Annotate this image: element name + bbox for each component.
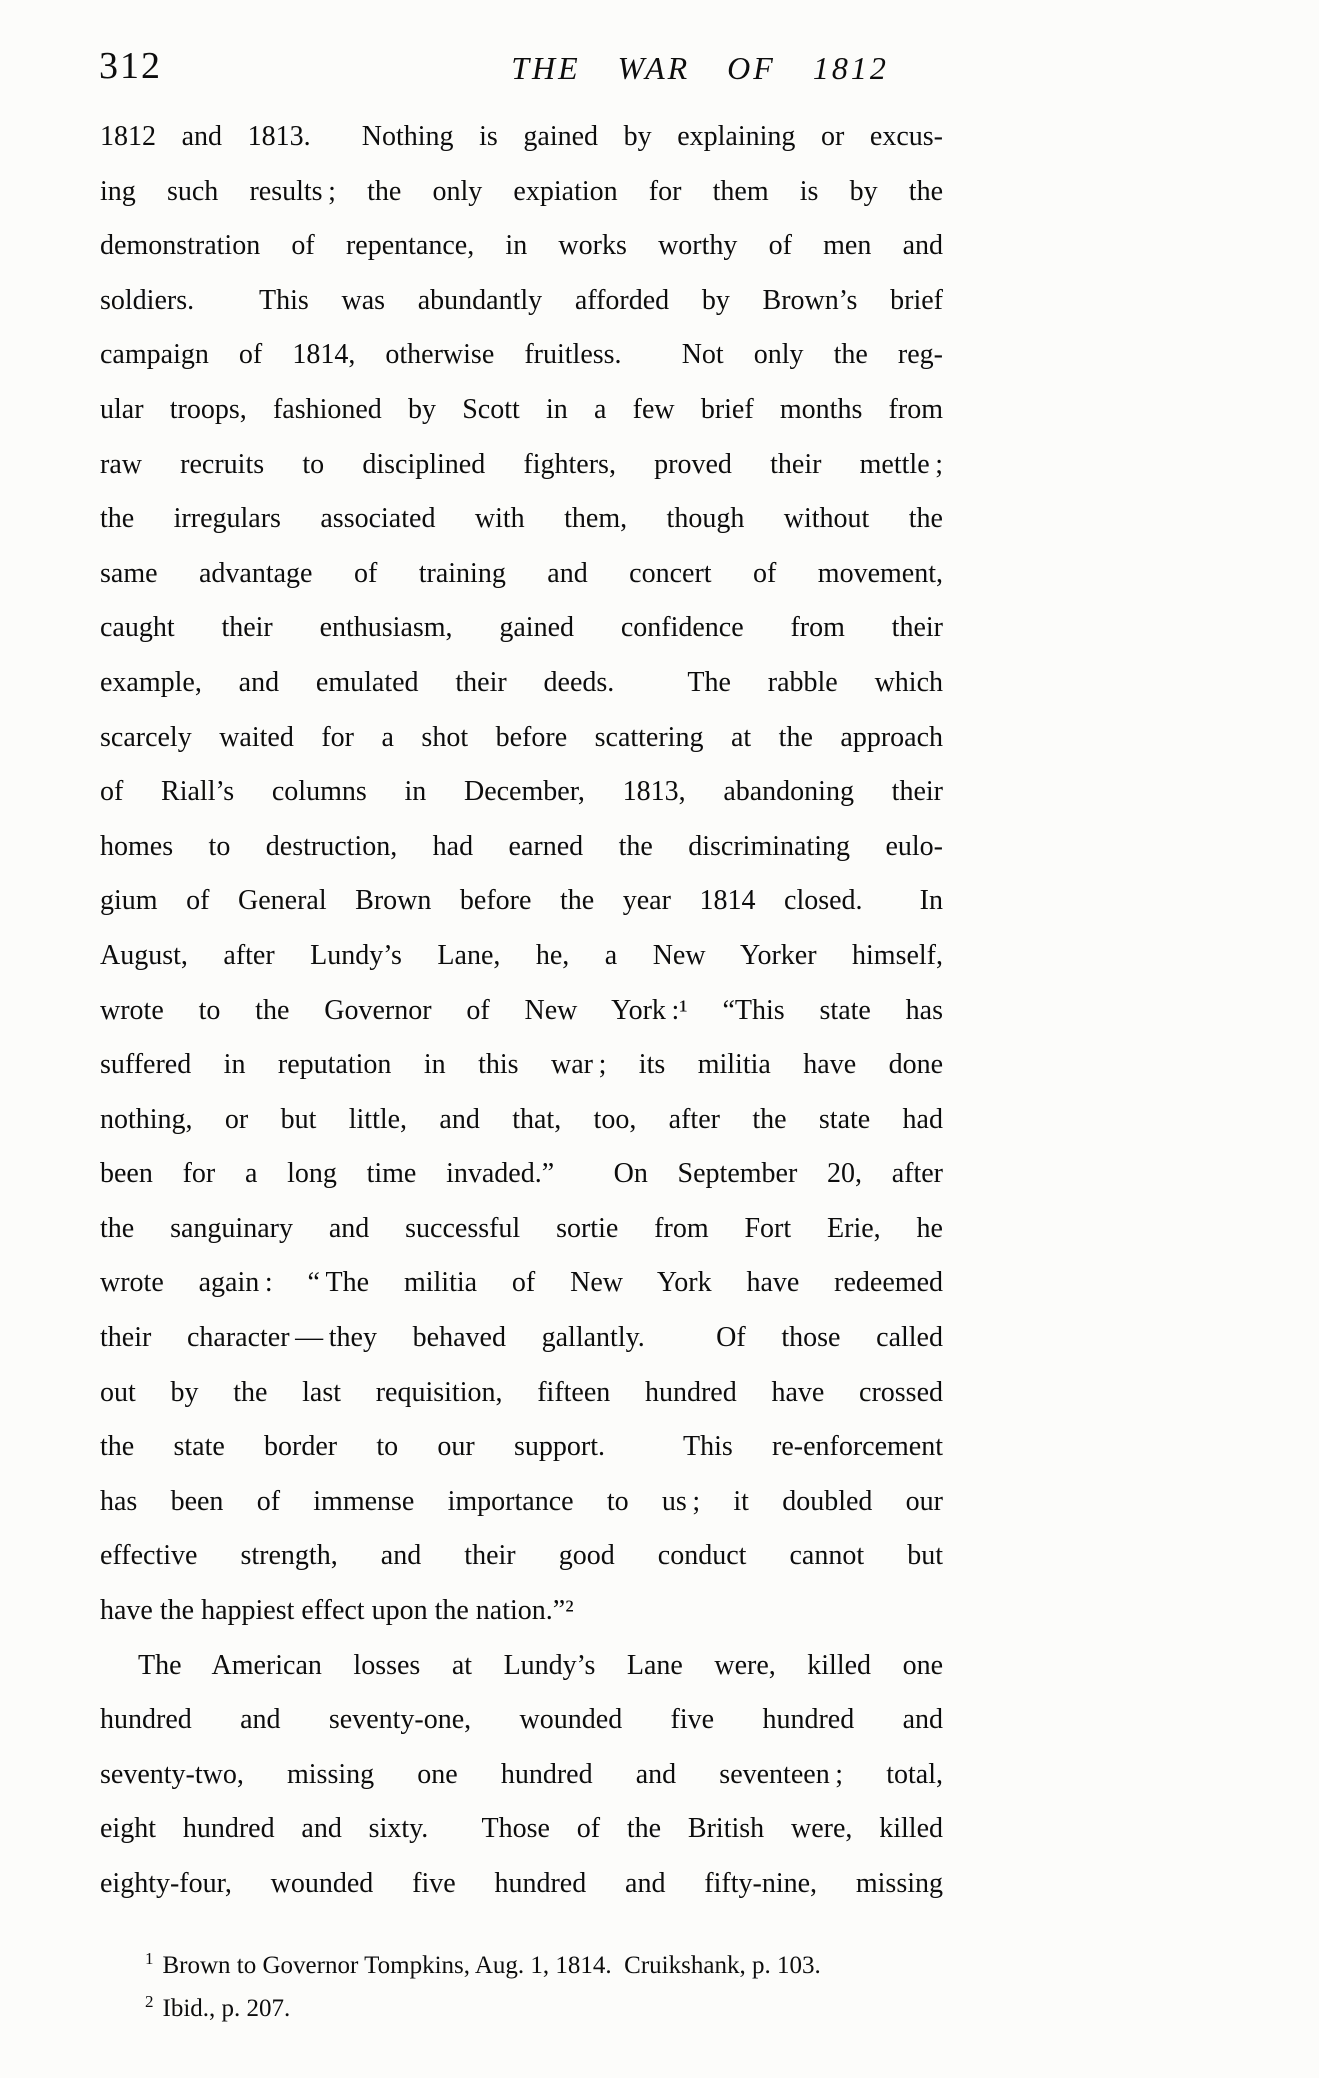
text-line: the irregulars associated with them, though without the bbox=[100, 503, 943, 535]
text-line: suffered in reputation in this war ; its militia have done bbox=[100, 1049, 943, 1081]
paragraph-2 bbox=[100, 1639, 943, 1912]
footnote-text: Ibid., p. 207. bbox=[162, 1995, 291, 2022]
text-line: August, after Lundy’s Lane, he, a New Yorker himself, bbox=[100, 939, 943, 971]
page-number: 312 bbox=[99, 45, 162, 87]
text-line: wrote again : “ The militia of New York have redeemed bbox=[100, 1267, 943, 1299]
footnotes bbox=[100, 1944, 943, 2030]
text-line: of Riall’s columns in December, 1813, abandoning their bbox=[100, 776, 943, 808]
text-line: eight hundred and sixty. Those of the British were, killed bbox=[100, 1813, 943, 1845]
text-line: the sanguinary and successful sortie from Fort Erie, he bbox=[100, 1212, 943, 1244]
text-line: have the happiest effect upon the nation.”² bbox=[100, 1595, 574, 1627]
footnote-text: Brown to Governor Tompkins, Aug. 1, 1814. Cruikshank, p. 103. bbox=[162, 1952, 821, 1979]
text-line: ing such results ; the only expiation for them is by the bbox=[100, 175, 943, 207]
text-line: has been of immense importance to us ; it doubled our bbox=[100, 1485, 943, 1517]
text-line: the state border to our support. This re-enforcement bbox=[100, 1431, 943, 1463]
paragraph-1 bbox=[100, 110, 943, 1639]
text-line: 1812 and 1813. Nothing is gained by explaining or excus- bbox=[100, 121, 943, 152]
text-line: effective strength, and their good conduct cannot but bbox=[100, 1540, 943, 1572]
text-line: ular troops, fashioned by Scott in a few brief months from bbox=[100, 393, 943, 425]
text-line: same advantage of training and concert of movement, bbox=[100, 557, 943, 589]
text-line: hundred and seventy-one, wounded five hundred and bbox=[100, 1704, 943, 1736]
text-line: their character — they behaved gallantly. Of those called bbox=[100, 1322, 943, 1354]
footnote-1 bbox=[145, 1944, 943, 1987]
text-line: campaign of 1814, otherwise fruitless. Not only the reg- bbox=[100, 339, 943, 371]
text-line: been for a long time invaded.” On September 20, after bbox=[100, 1158, 943, 1190]
text-line: scarcely waited for a shot before scattering at the approach bbox=[100, 721, 943, 753]
text-line: gium of General Brown before the year 1814 closed. In bbox=[100, 885, 943, 917]
text-line: homes to destruction, had earned the discriminating eulo- bbox=[100, 830, 943, 862]
text-line: eighty-four, wounded five hundred and fifty-nine, missing bbox=[100, 1868, 943, 1899]
text-line: caught their enthusiasm, gained confidence from their bbox=[100, 612, 943, 644]
running-title: THE WAR OF 1812 bbox=[511, 50, 889, 86]
text-line: seventy-two, missing one hundred and seventeen ; total, bbox=[100, 1758, 943, 1790]
footnote-2 bbox=[145, 1987, 943, 2030]
page-body bbox=[100, 110, 943, 1912]
text-line: example, and emulated their deeds. The rabble which bbox=[100, 666, 943, 698]
text-line: nothing, or but little, and that, too, after the state had bbox=[100, 1103, 943, 1135]
footnote-marker: 1 bbox=[145, 1948, 154, 1968]
text-line: raw recruits to disciplined fighters, proved their mettle ; bbox=[100, 448, 943, 480]
text-line: wrote to the Governor of New York :¹ “This state has bbox=[100, 994, 943, 1026]
text-line: The American losses at Lundy’s Lane were, killed one bbox=[138, 1649, 943, 1681]
footnote-marker: 2 bbox=[145, 1991, 154, 2011]
text-line: soldiers. This was abundantly afforded by Brown’s brief bbox=[100, 284, 943, 316]
text-line: out by the last requisition, fifteen hundred have crossed bbox=[100, 1376, 943, 1408]
text-line: demonstration of repentance, in works worthy of men and bbox=[100, 230, 943, 262]
